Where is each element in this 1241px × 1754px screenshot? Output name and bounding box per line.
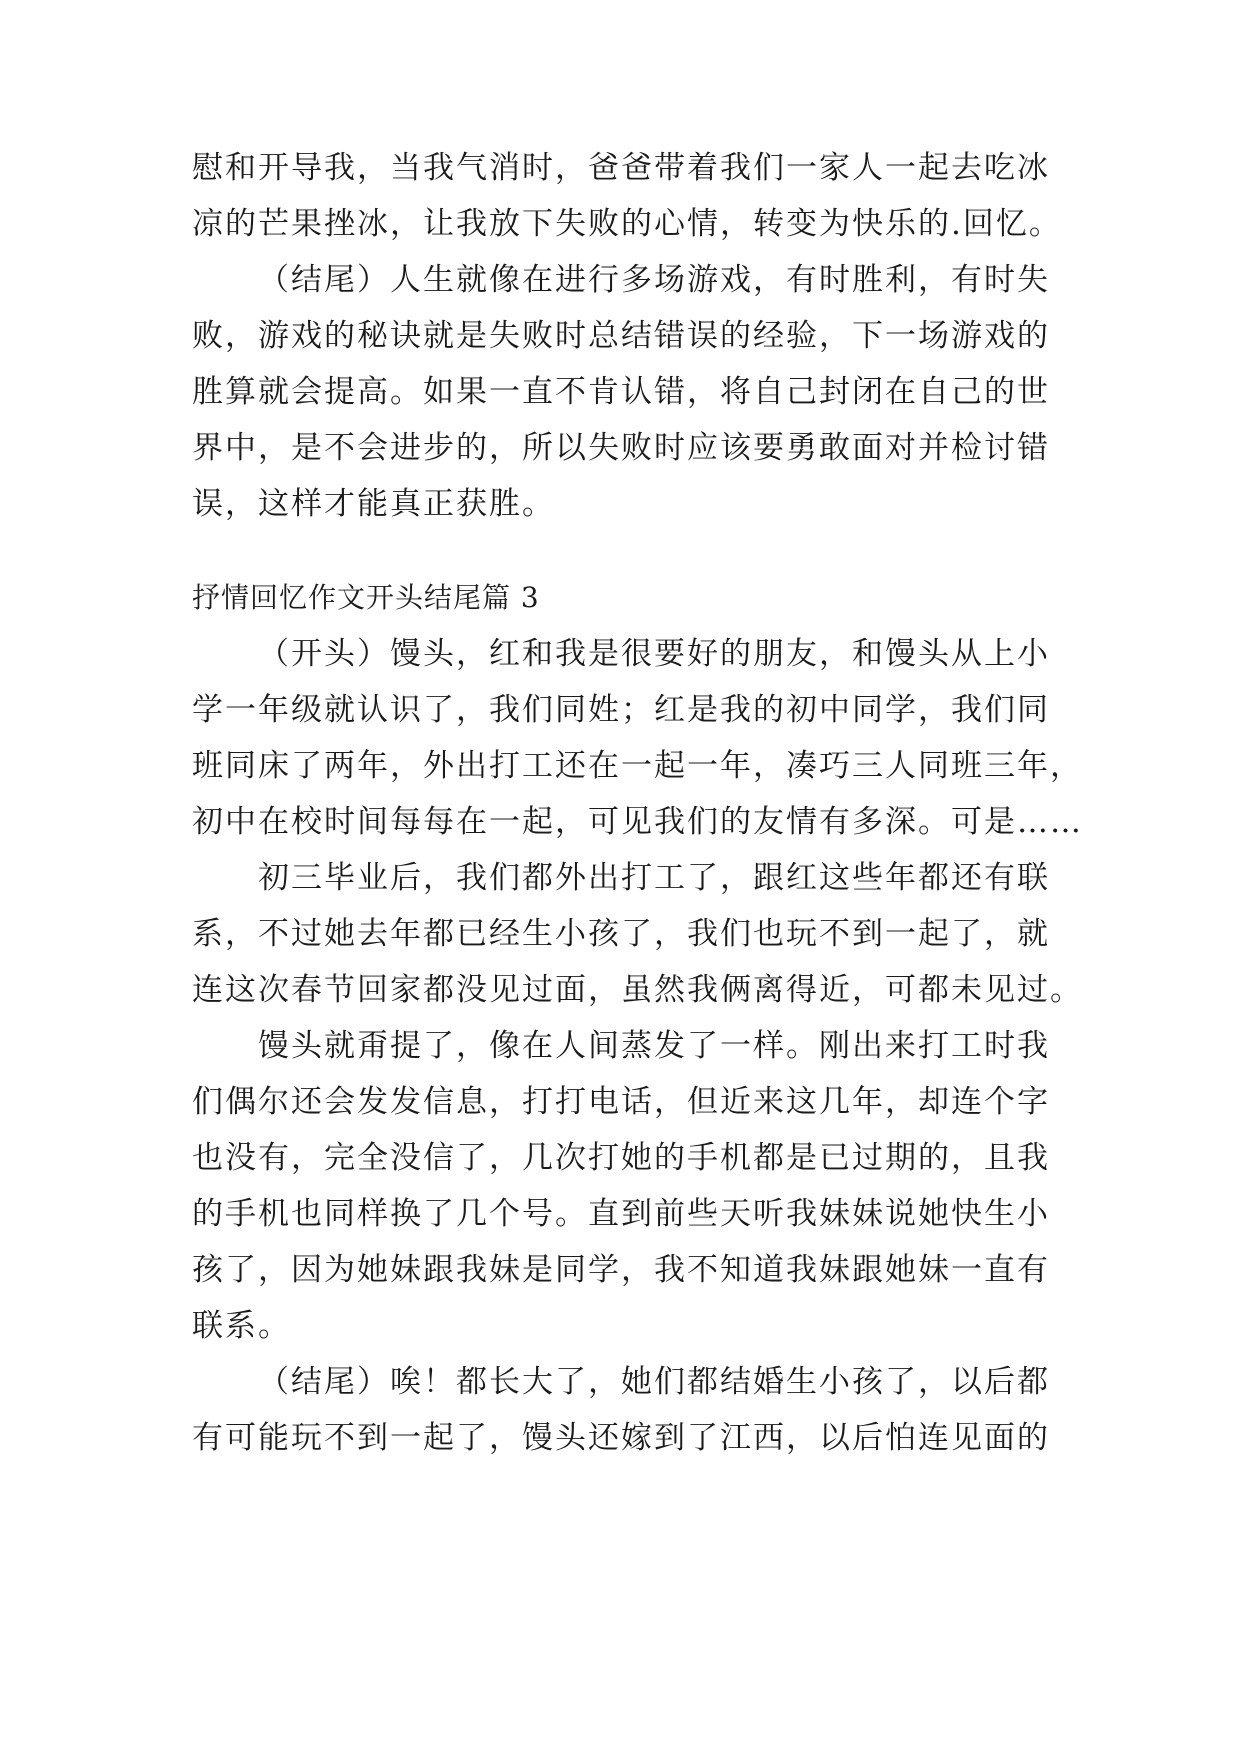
text-line: （结尾）人生就像在进行多场游戏，有时胜利，有时失 xyxy=(258,262,1050,298)
text-line: 误，这样才能真正获胜。 xyxy=(192,486,555,522)
text-line: （开头）馒头，红和我是很要好的朋友，和馒头从上小 xyxy=(258,636,1050,672)
section-heading: 抒情回忆作文开头结尾篇 3 xyxy=(192,581,540,614)
text-line: 凉的芒果挫冰，让我放下失败的心情，转变为快乐的.回忆。 xyxy=(192,206,1062,242)
text-line: 联系。 xyxy=(192,1308,291,1344)
text-line: 班同床了两年，外出打工还在一起一年，凑巧三人同班三年， xyxy=(192,748,1083,784)
text-line: 也没有，完全没信了，几次打她的手机都是已过期的，且我 xyxy=(192,1140,1050,1176)
text-line: 馒头就甭提了，像在人间蒸发了一样。刚出来打工时我 xyxy=(258,1028,1050,1064)
text-line: 有可能玩不到一起了，馒头还嫁到了江西，以后怕连见面的 xyxy=(192,1420,1050,1456)
text-line: 界中，是不会进步的，所以失败时应该要勇敢面对并检讨错 xyxy=(192,430,1050,466)
text-line: 初三毕业后，我们都外出打工了，跟红这些年都还有联 xyxy=(258,860,1050,896)
text-line: 败，游戏的秘诀就是失败时总结错误的经验，下一场游戏的 xyxy=(192,318,1050,354)
text-line: 孩了，因为她妹跟我妹是同学，我不知道我妹跟她妹一直有 xyxy=(192,1252,1050,1288)
text-line: 们偶尔还会发发信息，打打电话，但近来这几年，却连个字 xyxy=(192,1084,1050,1120)
text-line: 的手机也同样换了几个号。直到前些天听我妹妹说她快生小 xyxy=(192,1196,1050,1232)
text-line: 初中在校时间每每在一起，可见我们的友情有多深。可是…… xyxy=(192,804,1083,840)
text-line: 慰和开导我，当我气消时，爸爸带着我们一家人一起去吃冰 xyxy=(192,150,1050,186)
text-line: 学一年级就认识了，我们同姓；红是我的初中同学，我们同 xyxy=(192,692,1050,728)
text-line: 系，不过她去年都已经生小孩了，我们也玩不到一起了，就 xyxy=(192,916,1050,952)
text-line: （结尾）唉！都长大了，她们都结婚生小孩了，以后都 xyxy=(258,1364,1050,1400)
text-line: 连这次春节回家都没见过面，虽然我俩离得近，可都未见过。 xyxy=(192,972,1083,1008)
text-line: 胜算就会提高。如果一直不肯认错，将自己封闭在自己的世 xyxy=(192,374,1050,410)
